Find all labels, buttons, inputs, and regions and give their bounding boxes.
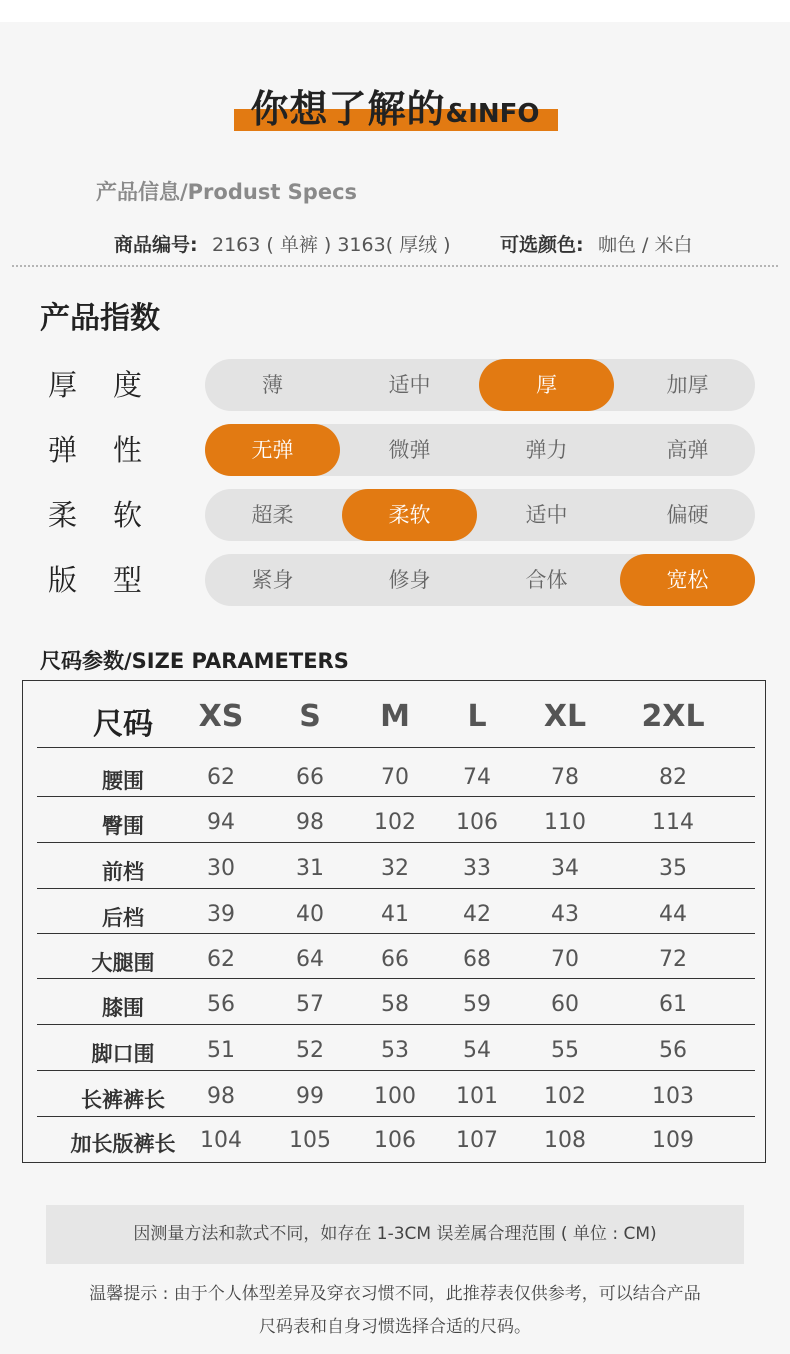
index-option-track: [205, 424, 755, 476]
index-row: [0, 554, 790, 606]
size-header-row: [23, 681, 765, 749]
index-option: 紧身: [251, 568, 294, 592]
table-cell: 72: [659, 947, 687, 972]
index-row-label: 厚度: [48, 368, 179, 402]
table-cell: 66: [296, 765, 324, 790]
table-rule: [37, 747, 755, 748]
table-cell: 40: [296, 902, 324, 927]
row-label: 臀围: [102, 814, 144, 838]
table-cell: 53: [381, 1038, 409, 1063]
table-cell: 104: [200, 1128, 242, 1153]
table-cell: 70: [551, 947, 579, 972]
table-row: [23, 1118, 765, 1164]
table-cell: 41: [381, 902, 409, 927]
index-option: 合体: [525, 568, 568, 592]
table-row: [23, 1028, 765, 1074]
table-cell: 62: [207, 947, 235, 972]
table-cell: 34: [551, 856, 579, 881]
page-title-cn: 你想了解的: [250, 87, 446, 131]
product-code-value: 2163 ( 单裤 ) 3163( 厚绒 ): [212, 234, 451, 256]
table-row: [23, 846, 765, 892]
size-header-cell: L: [467, 699, 487, 734]
size-header-cell: 2XL: [641, 699, 705, 734]
row-label: 膝围: [102, 996, 144, 1020]
table-cell: 62: [207, 765, 235, 790]
color-options-label: 可选颜色:: [500, 234, 584, 256]
table-cell: 103: [652, 1084, 694, 1109]
table-cell: 98: [207, 1084, 235, 1109]
row-label: 加长版裤长: [70, 1132, 176, 1156]
index-row: [0, 359, 790, 411]
table-cell: 31: [296, 856, 324, 881]
table-row: [23, 982, 765, 1028]
table-cell: 100: [374, 1084, 416, 1109]
specs-heading: 产品信息/Produst Specs: [96, 180, 358, 204]
index-option-selected: 柔软: [342, 489, 477, 541]
page-title-en: &INFO: [445, 99, 540, 129]
table-cell: 64: [296, 947, 324, 972]
dotted-divider: [12, 265, 778, 267]
table-cell: 60: [551, 992, 579, 1017]
table-cell: 44: [659, 902, 687, 927]
table-cell: 56: [207, 992, 235, 1017]
table-cell: 58: [381, 992, 409, 1017]
size-title: 尺码参数/SIZE PARAMETERS: [40, 649, 349, 673]
table-cell: 109: [652, 1128, 694, 1153]
table-cell: 107: [456, 1128, 498, 1153]
table-cell: 102: [544, 1084, 586, 1109]
row-label: 腰围: [102, 769, 144, 793]
index-row: [0, 424, 790, 476]
table-row: [23, 892, 765, 938]
table-row: [23, 800, 765, 846]
table-cell: 61: [659, 992, 687, 1017]
table-cell: 33: [463, 856, 491, 881]
row-label: 大腿围: [91, 951, 155, 975]
table-cell: 56: [659, 1038, 687, 1063]
index-option-selected: 宽松: [620, 554, 755, 606]
table-cell: 35: [659, 856, 687, 881]
table-cell: 106: [456, 810, 498, 835]
table-row: [23, 1074, 765, 1120]
table-cell: 39: [207, 902, 235, 927]
index-row-label: 版型: [48, 563, 179, 597]
size-header-cell: M: [380, 699, 410, 734]
table-cell: 99: [296, 1084, 324, 1109]
index-option: 弹力: [525, 438, 568, 462]
table-cell: 78: [551, 765, 579, 790]
table-cell: 42: [463, 902, 491, 927]
index-option: 薄: [262, 373, 283, 397]
index-option: 加厚: [666, 373, 709, 397]
table-cell: 110: [544, 810, 586, 835]
row-label: 脚口围: [91, 1042, 155, 1066]
index-option: 微弹: [388, 438, 431, 462]
row-label: 长裤裤长: [81, 1088, 165, 1112]
row-label: 后档: [102, 906, 144, 930]
index-option: 适中: [388, 373, 431, 397]
table-cell: 32: [381, 856, 409, 881]
tip-line-1: 温馨提示 : 由于个人体型差异及穿衣习惯不同，此推荐表仅供参考，可以结合产品: [89, 1284, 701, 1304]
table-cell: 94: [207, 810, 235, 835]
product-code-label: 商品编号:: [114, 234, 198, 256]
table-cell: 55: [551, 1038, 579, 1063]
table-cell: 57: [296, 992, 324, 1017]
index-row-label: 柔软: [48, 498, 179, 532]
index-title: 产品指数: [40, 301, 160, 336]
table-cell: 51: [207, 1038, 235, 1063]
index-row-label: 弹性: [48, 433, 179, 467]
tip-line-2: 尺码表和自身习惯选择合适的尺码。: [259, 1317, 531, 1337]
index-row: [0, 489, 790, 541]
index-option-track: [205, 359, 755, 411]
table-cell: 70: [381, 765, 409, 790]
table-cell: 66: [381, 947, 409, 972]
table-cell: 105: [289, 1128, 331, 1153]
color-options-value: 咖色 / 米白: [598, 234, 693, 256]
table-cell: 114: [652, 810, 694, 835]
table-cell: 82: [659, 765, 687, 790]
table-cell: 106: [374, 1128, 416, 1153]
table-cell: 54: [463, 1038, 491, 1063]
index-option-selected: 厚: [479, 359, 614, 411]
table-row: [23, 937, 765, 983]
index-option-track: [205, 489, 755, 541]
index-option: 适中: [525, 503, 568, 527]
table-cell: 30: [207, 856, 235, 881]
row-label: 前档: [102, 860, 144, 884]
table-row: [23, 755, 765, 801]
size-table: [22, 680, 766, 1163]
size-header-label: 尺码: [93, 707, 153, 742]
measurement-note: 因测量方法和款式不同，如存在 1-3CM 误差属合理范围 ( 单位 : CM): [46, 1205, 744, 1264]
index-option: 超柔: [251, 503, 294, 527]
top-strip: [0, 0, 790, 22]
table-cell: 59: [463, 992, 491, 1017]
table-cell: 101: [456, 1084, 498, 1109]
index-option: 修身: [388, 568, 431, 592]
table-cell: 102: [374, 810, 416, 835]
size-header-cell: XS: [198, 699, 244, 734]
size-header-cell: S: [299, 699, 321, 734]
index-option-track: [205, 554, 755, 606]
table-cell: 108: [544, 1128, 586, 1153]
index-option: 偏硬: [666, 503, 709, 527]
table-cell: 98: [296, 810, 324, 835]
page-title: [0, 78, 790, 133]
index-option: 高弹: [666, 438, 709, 462]
table-cell: 68: [463, 947, 491, 972]
index-option-selected: 无弹: [205, 424, 340, 476]
size-header-cell: XL: [543, 699, 587, 734]
table-cell: 74: [463, 765, 491, 790]
table-cell: 52: [296, 1038, 324, 1063]
table-cell: 43: [551, 902, 579, 927]
